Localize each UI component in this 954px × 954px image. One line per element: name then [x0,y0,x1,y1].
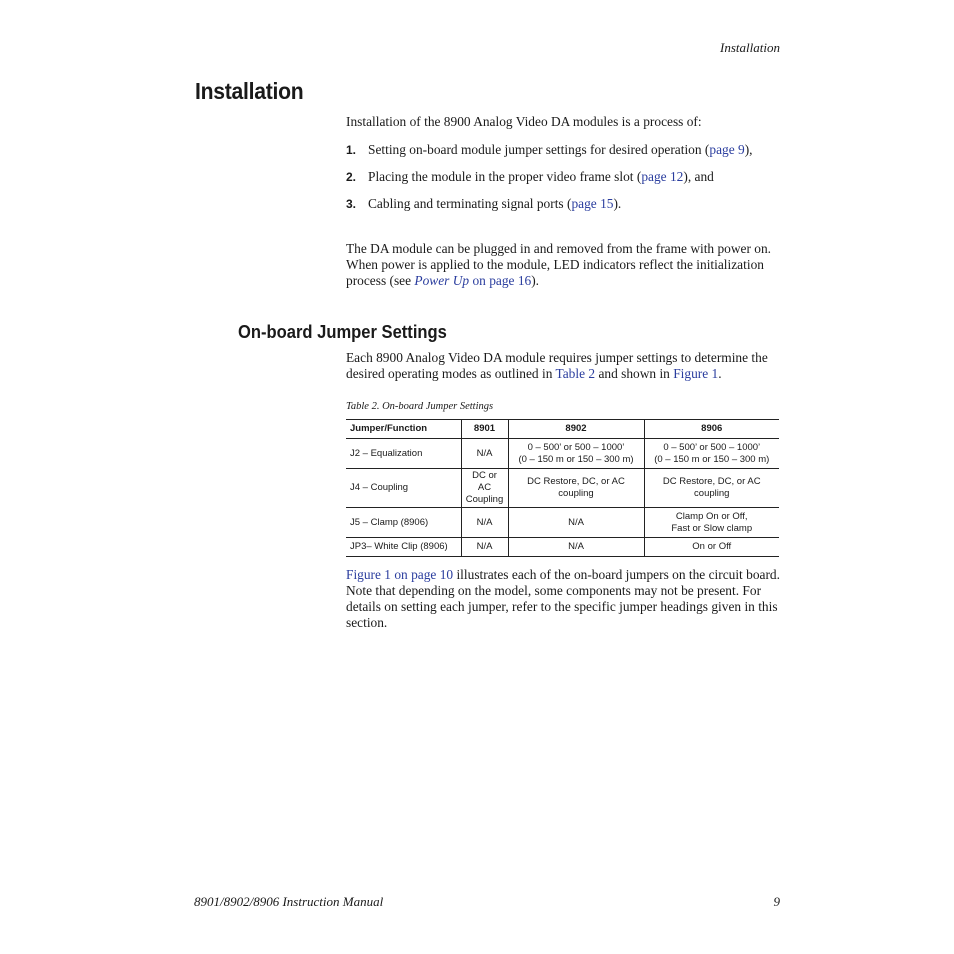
step-number: 3. [346,197,357,211]
jumper-table [346,419,779,557]
table-cell: DC Restore, DC, or AC coupling [508,469,644,508]
table-cell: JP3– White Clip (8906) [346,538,461,557]
table-cell: J5 – Clamp (8906) [346,508,461,538]
table-cell: N/A [508,508,644,538]
paragraph-text: The DA module can be plugged in and removed from the frame with power on. When power is applied to the module, LED indicators reflect the initialization process (see [346,241,772,288]
table-cell: N/A [461,439,508,469]
table-cell: 0 – 500’ or 500 – 1000’ (0 – 150 m or 150 – 300 m) [508,439,644,469]
table-row [346,469,779,508]
table-cell: J2 – Equalization [346,439,461,469]
footer-manual-title: 8901/8902/8906 Instruction Manual [194,894,384,909]
table-row [346,508,779,538]
column-header: Jumper/Function [346,420,461,439]
step-text: ), and [683,169,714,184]
step-text: Setting on-board module jumper settings for desired operation ( [368,142,710,157]
column-header: 8902 [508,420,644,439]
installation-steps [346,142,782,223]
page-link[interactable]: page 12 [641,169,684,184]
table-row [346,439,779,469]
power-paragraph [346,241,782,289]
step-text: ), [744,142,753,157]
section-heading: On-board Jumper Settings [238,322,447,342]
paragraph-text: ). [531,273,540,288]
page-title: Installation [195,78,304,104]
step-number: 2. [346,170,357,184]
jumper-intro-paragraph [346,350,782,382]
table-cell: On or Off [644,538,779,557]
figure-paragraph [346,567,782,631]
figure-link[interactable]: Figure 1 on page 10 [346,567,454,582]
footer-page-number: 9 [773,894,780,909]
list-item [346,169,782,185]
running-head: Installation [720,40,780,55]
paragraph-text: and shown in [595,366,674,381]
step-text: ). [613,196,622,211]
step-number: 1. [346,143,357,157]
paragraph-text: . [718,366,722,381]
table-cell: Clamp On or Off, Fast or Slow clamp [644,508,779,538]
page-link[interactable]: on page 16 [469,273,532,288]
table-cell: N/A [508,538,644,557]
page-link[interactable]: page 15 [571,196,614,211]
column-header: 8901 [461,420,508,439]
intro-paragraph: Installation of the 8900 Analog Video DA modules is a process of: [346,114,702,129]
figure-link[interactable]: Figure 1 [673,366,719,381]
column-header: 8906 [644,420,779,439]
table-cell: DC Restore, DC, or AC coupling [644,469,779,508]
page-link[interactable]: page 9 [709,142,745,157]
table-cell: N/A [461,538,508,557]
table-cell: DC or AC Coupling [461,469,508,508]
table-cell: 0 – 500’ or 500 – 1000’ (0 – 150 m or 150 – 300 m) [644,439,779,469]
list-item [346,196,782,212]
paragraph-text: illustrates each of the on-board jumpers on the circuit board. Note that depending on the model, some components may not be present. For details on setting each jumper, refer to the specific jumper headings given in this section. [346,567,780,630]
table-cell: J4 – Coupling [346,469,461,508]
list-item [346,142,782,158]
step-text: Placing the module in the proper video frame slot ( [368,169,642,184]
paragraph-text: Each 8900 Analog Video DA module requires jumper settings to determine the desired operating modes as outlined in [346,350,768,381]
table-caption: Table 2. On-board Jumper Settings [346,401,494,412]
step-text: Cabling and terminating signal ports ( [368,196,572,211]
table-row [346,538,779,557]
power-up-link[interactable]: Power Up [414,273,470,288]
table-header-row [346,420,779,439]
table-cell: N/A [461,508,508,538]
table-link[interactable]: Table 2 [555,366,596,381]
